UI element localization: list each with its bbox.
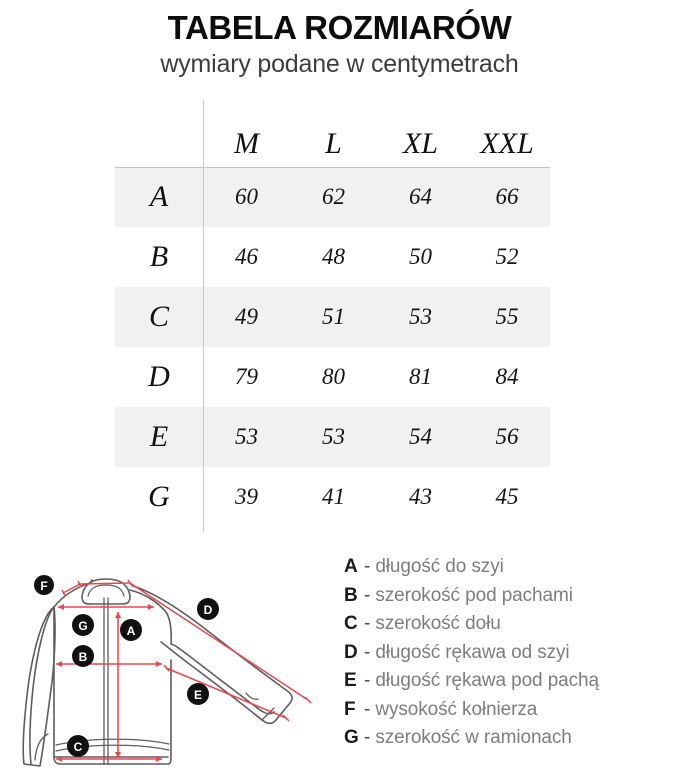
- svg-text:G: G: [78, 619, 88, 633]
- table-row: [115, 167, 550, 227]
- table-header-row: [115, 98, 550, 167]
- svg-text:F: F: [40, 579, 48, 593]
- legend-item-b: [344, 585, 674, 614]
- cell-g-m: 39: [235, 484, 258, 509]
- table-row: [115, 227, 550, 287]
- table-row: [115, 467, 550, 527]
- table-header-underline: [115, 167, 550, 168]
- legend-text-g: szerokość w ramionach: [375, 727, 572, 748]
- row-label-e: E: [149, 420, 169, 453]
- row-label-d: D: [148, 360, 170, 393]
- cell-c-xl: 53: [409, 304, 432, 329]
- cell-b-xl: 50: [409, 244, 432, 269]
- cell-e-xxl: 56: [495, 424, 519, 449]
- marker-d-icon: [197, 598, 219, 620]
- legend-text-d: długość rękawa od szyi: [375, 641, 570, 663]
- column-header-m: M: [234, 127, 259, 160]
- legend-item-a: [344, 556, 674, 585]
- cell-a-xxl: 66: [495, 184, 519, 209]
- cell-d-l: 80: [322, 364, 345, 389]
- legend-dash: -: [364, 670, 371, 691]
- column-header-xl: XL: [402, 127, 438, 160]
- cell-c-m: 49: [235, 304, 258, 329]
- table-vertical-divider: [203, 100, 204, 532]
- marker-a-icon: [120, 619, 142, 641]
- page-subtitle: wymiary podane w centymetrach: [160, 50, 519, 78]
- legend-item-e: [344, 670, 674, 699]
- legend-item-c: [344, 613, 674, 642]
- table-grid: [115, 98, 550, 533]
- row-label-a: A: [149, 180, 169, 213]
- cell-e-xl: 54: [409, 424, 432, 449]
- row-label-b: B: [149, 240, 169, 273]
- cell-c-xxl: 55: [495, 304, 519, 329]
- table-row: [115, 347, 550, 407]
- legend-item-g: [344, 727, 674, 756]
- marker-b-icon: [72, 645, 94, 667]
- marker-f-icon: [34, 575, 54, 595]
- cell-a-xl: 64: [409, 184, 432, 209]
- legend-dash: -: [364, 584, 371, 606]
- cell-a-l: 62: [322, 184, 345, 209]
- column-header-l: L: [325, 127, 342, 160]
- table-row: [115, 287, 550, 347]
- cell-g-xl: 43: [409, 484, 432, 509]
- legend-letter-e: E: [344, 670, 357, 691]
- marker-e-icon: [187, 683, 209, 705]
- cell-e-l: 53: [322, 424, 345, 449]
- table-row: [115, 407, 550, 467]
- svg-text:C: C: [73, 740, 83, 754]
- legend-dash: -: [364, 641, 371, 663]
- legend-letter-a: A: [344, 556, 358, 577]
- cell-g-l: 41: [322, 484, 345, 509]
- legend-letter-g: G: [344, 727, 359, 748]
- column-header-xxl: XXL: [480, 127, 534, 160]
- cell-b-xxl: 52: [495, 244, 519, 269]
- marker-g-icon: [72, 614, 94, 636]
- legend-text-b: szerokość pod pachami: [375, 584, 573, 606]
- cell-d-xl: 81: [409, 364, 432, 389]
- cell-c-l: 51: [322, 304, 345, 329]
- cell-a-m: 60: [235, 184, 258, 209]
- svg-text:D: D: [203, 603, 213, 617]
- marker-c-icon: [67, 735, 89, 757]
- cell-g-xxl: 45: [495, 484, 519, 509]
- legend-text-e: długość rękawa pod pachą: [375, 670, 599, 691]
- cell-b-m: 46: [235, 244, 258, 269]
- cell-d-m: 79: [235, 364, 258, 389]
- legend-dash: -: [364, 613, 371, 634]
- legend-dash: -: [364, 698, 371, 720]
- row-label-c: C: [148, 300, 169, 333]
- measurement-legend: [344, 556, 674, 756]
- legend-letter-c: C: [344, 613, 358, 634]
- cell-d-xxl: 84: [495, 364, 519, 389]
- legend-letter-d: D: [344, 641, 358, 663]
- legend-dash: -: [364, 556, 371, 577]
- legend-text-f: wysokość kołnierza: [375, 698, 538, 720]
- page-title: TABELA ROZMIARÓW: [167, 9, 512, 46]
- legend-dash: -: [364, 727, 371, 748]
- row-label-g: G: [148, 480, 170, 513]
- legend-text-c: szerokość dołu: [375, 613, 501, 634]
- legend-item-d: [344, 642, 674, 671]
- legend-letter-b: B: [344, 584, 358, 606]
- header-block: [0, 8, 679, 79]
- size-table: [115, 98, 550, 533]
- legend-letter-f: F: [344, 698, 356, 720]
- svg-text:B: B: [78, 650, 88, 664]
- cell-e-m: 53: [235, 424, 258, 449]
- legend-text-a: długość do szyi: [375, 556, 504, 577]
- jacket-diagram: [18, 552, 334, 774]
- legend-item-f: [344, 699, 674, 728]
- svg-text:E: E: [193, 688, 203, 702]
- cell-b-l: 48: [322, 244, 345, 269]
- svg-text:A: A: [126, 624, 136, 638]
